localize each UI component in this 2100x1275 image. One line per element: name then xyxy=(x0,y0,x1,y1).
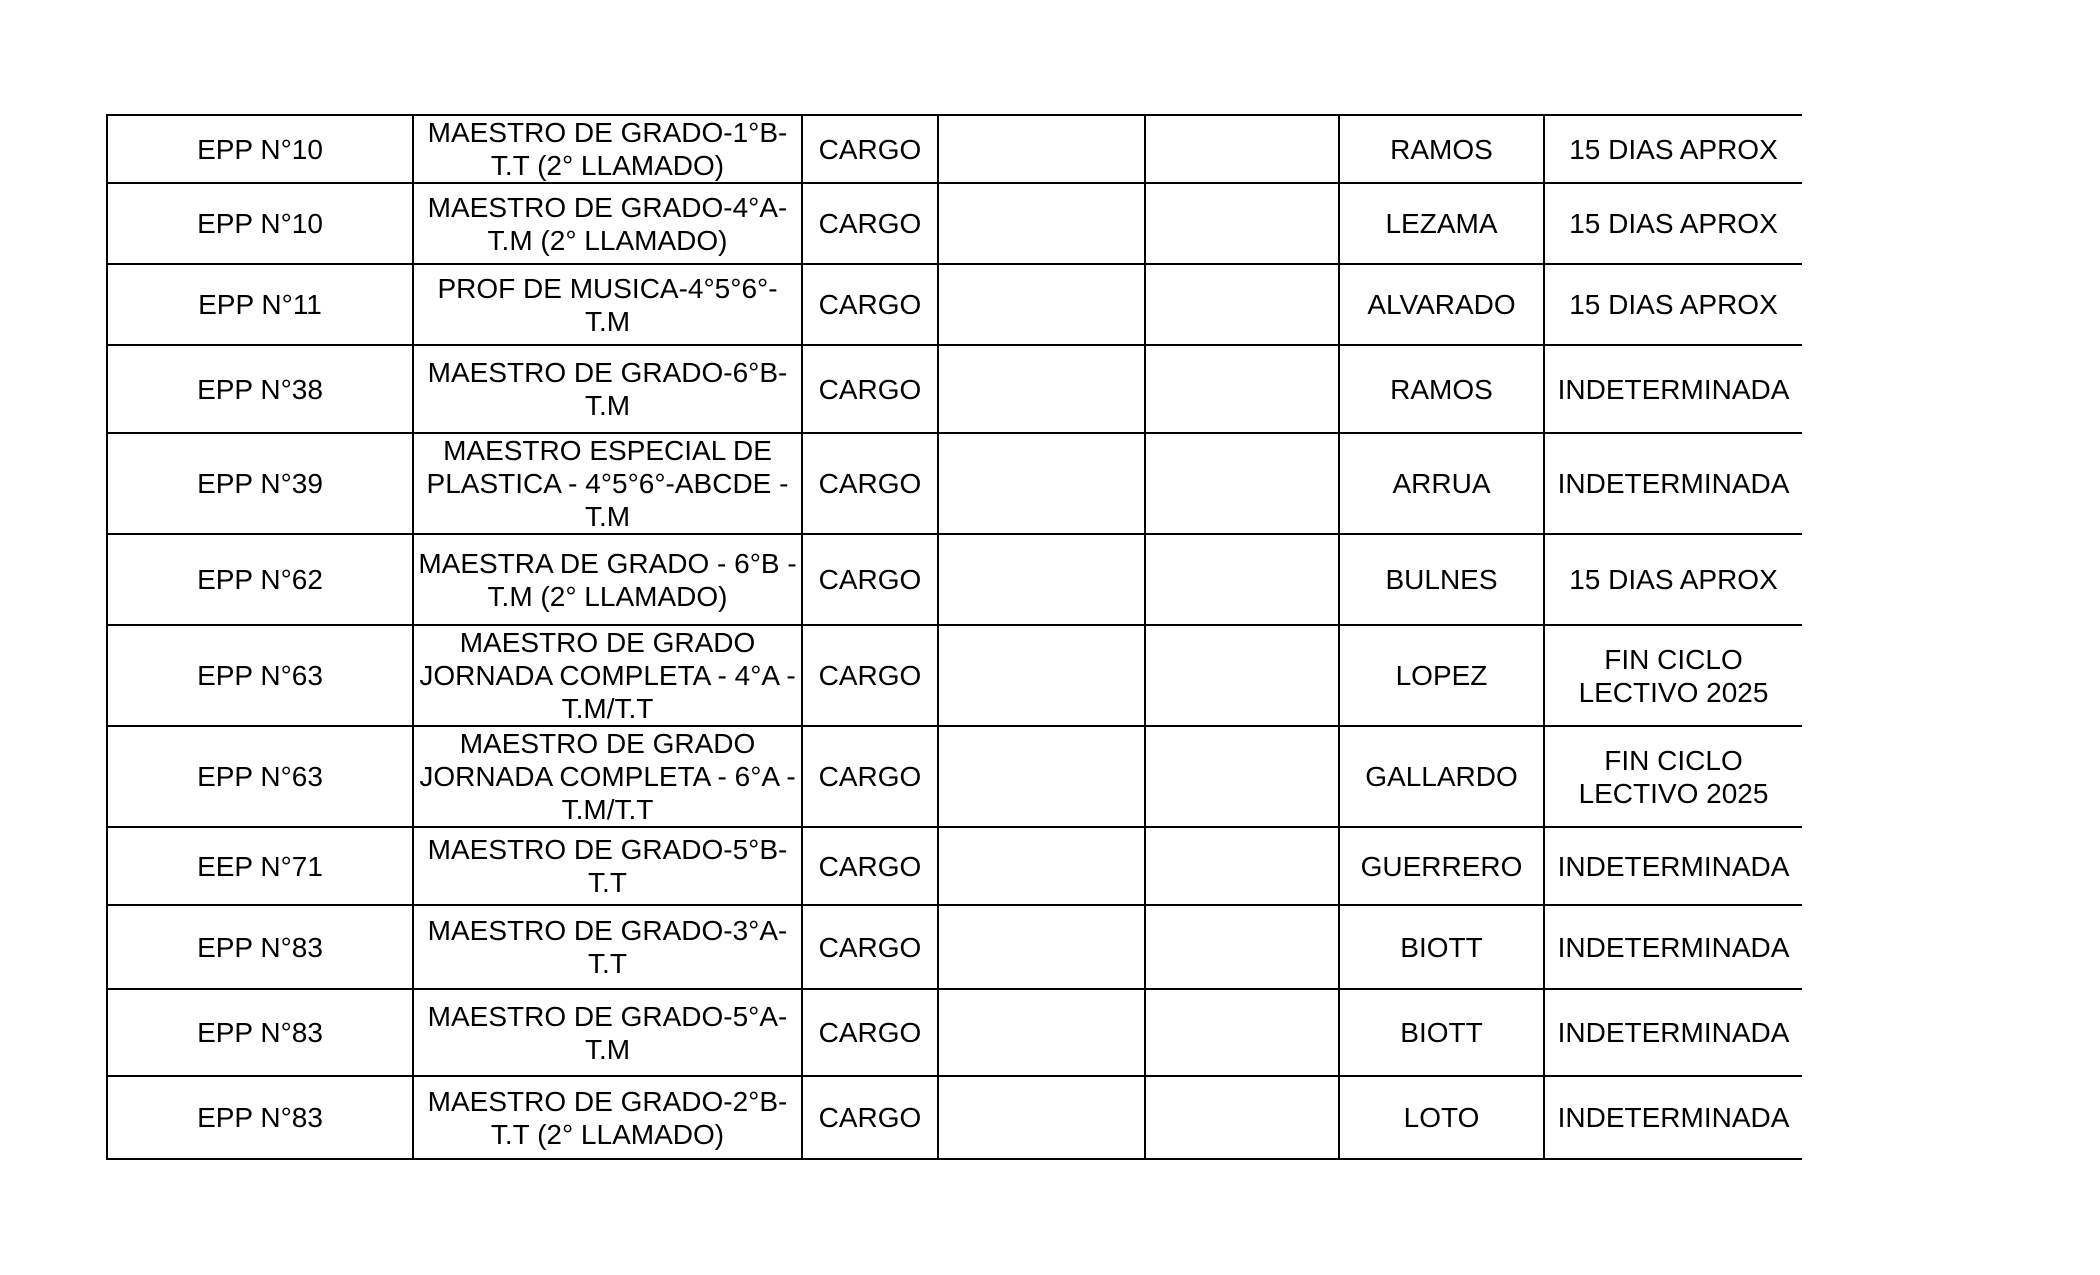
empty-cell xyxy=(1145,905,1339,989)
empty-cell xyxy=(1145,264,1339,345)
empty-cell xyxy=(1145,1076,1339,1159)
table-row xyxy=(107,905,1802,989)
position-cell: MAESTRO DE GRADO-5°A-T.M xyxy=(413,989,802,1076)
table-row xyxy=(107,827,1802,905)
table-row xyxy=(107,433,1802,534)
position-cell: MAESTRO DE GRADO JORNADA COMPLETA - 4°A - T.M/T.T xyxy=(413,625,802,726)
school-cell: EPP N°10 xyxy=(107,183,413,264)
type-cell: CARGO xyxy=(802,115,938,183)
empty-cell xyxy=(938,989,1145,1076)
empty-cell xyxy=(938,827,1145,905)
empty-cell xyxy=(1145,345,1339,433)
type-cell: CARGO xyxy=(802,433,938,534)
empty-cell xyxy=(1145,989,1339,1076)
empty-cell xyxy=(938,534,1145,625)
position-cell: MAESTRO DE GRADO-5°B-T.T xyxy=(413,827,802,905)
type-cell: CARGO xyxy=(802,183,938,264)
type-cell: CARGO xyxy=(802,905,938,989)
teacher-cell: RAMOS xyxy=(1339,345,1544,433)
empty-cell xyxy=(938,183,1145,264)
teacher-cell: GALLARDO xyxy=(1339,726,1544,827)
table-row xyxy=(107,345,1802,433)
table-body xyxy=(107,115,1802,1159)
duration-cell: FIN CICLO LECTIVO 2025 xyxy=(1544,726,1802,827)
duration-cell: FIN CICLO LECTIVO 2025 xyxy=(1544,625,1802,726)
empty-cell xyxy=(938,115,1145,183)
empty-cell xyxy=(938,1076,1145,1159)
empty-cell xyxy=(1145,827,1339,905)
school-cell: EPP N°83 xyxy=(107,989,413,1076)
duration-cell: INDETERMINADA xyxy=(1544,905,1802,989)
position-cell: MAESTRO DE GRADO-2°B-T.T (2° LLAMADO) xyxy=(413,1076,802,1159)
duration-cell: 15 DIAS APROX xyxy=(1544,534,1802,625)
table-row xyxy=(107,264,1802,345)
empty-cell xyxy=(1145,183,1339,264)
table-row xyxy=(107,989,1802,1076)
school-cell: EPP N°10 xyxy=(107,115,413,183)
duration-cell: INDETERMINADA xyxy=(1544,345,1802,433)
position-cell: MAESTRO DE GRADO-6°B-T.M xyxy=(413,345,802,433)
empty-cell xyxy=(1145,726,1339,827)
duration-cell: 15 DIAS APROX xyxy=(1544,264,1802,345)
type-cell: CARGO xyxy=(802,534,938,625)
table-row xyxy=(107,183,1802,264)
duration-cell: 15 DIAS APROX xyxy=(1544,115,1802,183)
teacher-cell: RAMOS xyxy=(1339,115,1544,183)
teacher-cell: ALVARADO xyxy=(1339,264,1544,345)
type-cell: CARGO xyxy=(802,726,938,827)
duration-cell: 15 DIAS APROX xyxy=(1544,183,1802,264)
type-cell: CARGO xyxy=(802,1076,938,1159)
duration-cell: INDETERMINADA xyxy=(1544,433,1802,534)
table-row xyxy=(107,1076,1802,1159)
school-cell: EPP N°63 xyxy=(107,726,413,827)
teacher-cell: LOPEZ xyxy=(1339,625,1544,726)
empty-cell xyxy=(938,433,1145,534)
school-cell: EPP N°11 xyxy=(107,264,413,345)
position-cell: MAESTRO DE GRADO-3°A-T.T xyxy=(413,905,802,989)
type-cell: CARGO xyxy=(802,989,938,1076)
teacher-cell: GUERRERO xyxy=(1339,827,1544,905)
position-cell: MAESTRO DE GRADO JORNADA COMPLETA - 6°A - T.M/T.T xyxy=(413,726,802,827)
empty-cell xyxy=(1145,625,1339,726)
vacancies-table xyxy=(106,114,1802,1160)
school-cell: EPP N°63 xyxy=(107,625,413,726)
table-row xyxy=(107,625,1802,726)
school-cell: EPP N°62 xyxy=(107,534,413,625)
type-cell: CARGO xyxy=(802,345,938,433)
school-cell: EEP N°71 xyxy=(107,827,413,905)
teacher-cell: ARRUA xyxy=(1339,433,1544,534)
empty-cell xyxy=(938,905,1145,989)
position-cell: MAESTRA DE GRADO - 6°B - T.M (2° LLAMADO) xyxy=(413,534,802,625)
empty-cell xyxy=(938,625,1145,726)
duration-cell: INDETERMINADA xyxy=(1544,989,1802,1076)
empty-cell xyxy=(1145,433,1339,534)
empty-cell xyxy=(1145,534,1339,625)
school-cell: EPP N°83 xyxy=(107,1076,413,1159)
empty-cell xyxy=(1145,115,1339,183)
empty-cell xyxy=(938,345,1145,433)
school-cell: EPP N°39 xyxy=(107,433,413,534)
duration-cell: INDETERMINADA xyxy=(1544,827,1802,905)
type-cell: CARGO xyxy=(802,827,938,905)
teacher-cell: BULNES xyxy=(1339,534,1544,625)
empty-cell xyxy=(938,264,1145,345)
table-row xyxy=(107,115,1802,183)
teacher-cell: LOTO xyxy=(1339,1076,1544,1159)
document-page xyxy=(106,114,1802,1162)
teacher-cell: BIOTT xyxy=(1339,989,1544,1076)
table-row xyxy=(107,534,1802,625)
position-cell: MAESTRO DE GRADO-4°A-T.M (2° LLAMADO) xyxy=(413,183,802,264)
empty-cell xyxy=(938,726,1145,827)
duration-cell: INDETERMINADA xyxy=(1544,1076,1802,1159)
table-row xyxy=(107,726,1802,827)
position-cell: MAESTRO DE GRADO-1°B-T.T (2° LLAMADO) xyxy=(413,115,802,183)
position-cell: MAESTRO ESPECIAL DE PLASTICA - 4°5°6°-ABCDE - T.M xyxy=(413,433,802,534)
teacher-cell: BIOTT xyxy=(1339,905,1544,989)
school-cell: EPP N°38 xyxy=(107,345,413,433)
type-cell: CARGO xyxy=(802,264,938,345)
teacher-cell: LEZAMA xyxy=(1339,183,1544,264)
type-cell: CARGO xyxy=(802,625,938,726)
school-cell: EPP N°83 xyxy=(107,905,413,989)
position-cell: PROF DE MUSICA-4°5°6°-T.M xyxy=(413,264,802,345)
